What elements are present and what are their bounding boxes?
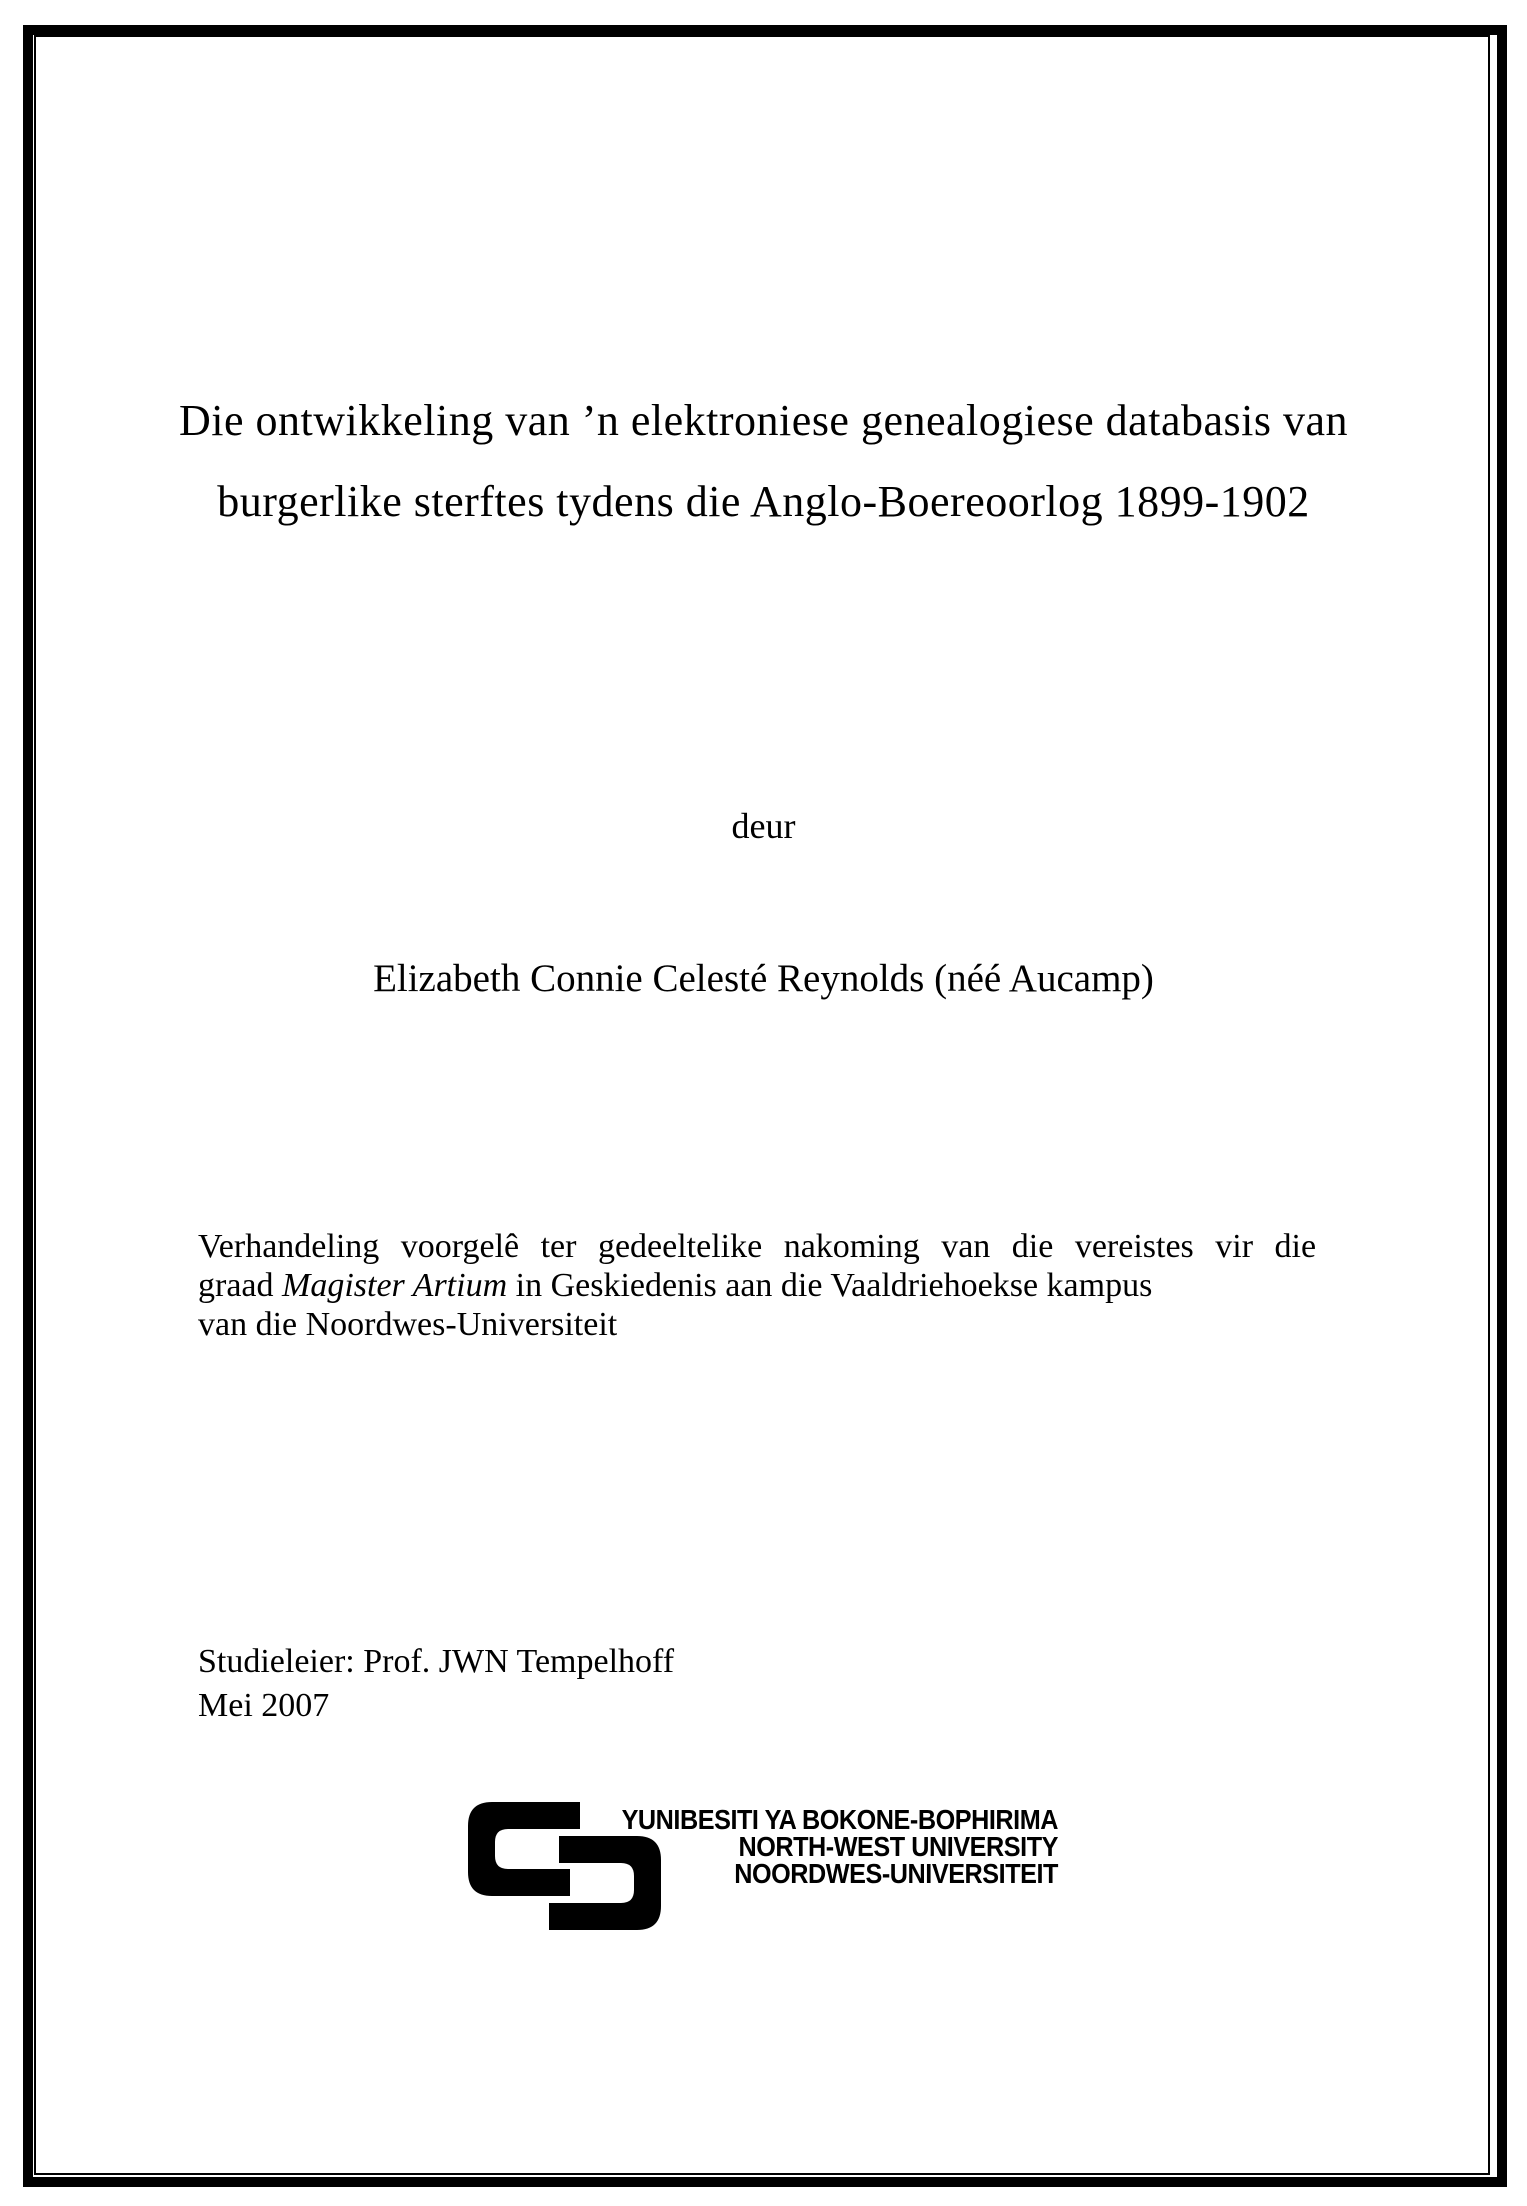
byline-label: deur bbox=[731, 806, 796, 846]
supervisor-block bbox=[198, 1640, 674, 1728]
thesis-title bbox=[0, 380, 1527, 542]
submission-line2-pre: graad bbox=[198, 1267, 274, 1304]
thesis-title-line1: Die ontwikkeling van ’n elektroniese genealogiese databasis van bbox=[178, 396, 1348, 445]
logo-text-afrikaans: NOORDWES-UNIVERSITEIT bbox=[734, 1858, 1058, 1889]
university-logo-text bbox=[527, 1806, 1058, 1887]
submission-statement bbox=[198, 1227, 1348, 1344]
university-logo bbox=[468, 1798, 1108, 1933]
submission-line1: Verhandeling voorgelê ter gedeeltelike nakoming van die vereistes vir die bbox=[198, 1228, 1317, 1265]
degree-name-italic: Magister Artium bbox=[282, 1267, 508, 1304]
thesis-title-line2: burgerlike sterftes tydens die Anglo-Boereoorlog 1899-1902 bbox=[217, 477, 1310, 526]
submission-line3: van die Noordwes-Universiteit bbox=[198, 1306, 618, 1343]
date-line: Mei 2007 bbox=[198, 1687, 330, 1724]
supervisor-line: Studieleier: Prof. JWN Tempelhoff bbox=[198, 1643, 675, 1680]
submission-line2 bbox=[198, 1266, 1348, 1305]
author-name: Elizabeth Connie Celesté Reynolds (néé Aucamp) bbox=[373, 957, 1154, 1000]
submission-line2-post: in Geskiedenis aan die Vaaldriehoekse kampus bbox=[515, 1267, 1153, 1304]
logo-text-english: NORTH-WEST UNIVERSITY bbox=[738, 1831, 1058, 1862]
logo-text-setswana: YUNIBESITI YA BOKONE-BOPHIRIMA bbox=[621, 1804, 1058, 1835]
